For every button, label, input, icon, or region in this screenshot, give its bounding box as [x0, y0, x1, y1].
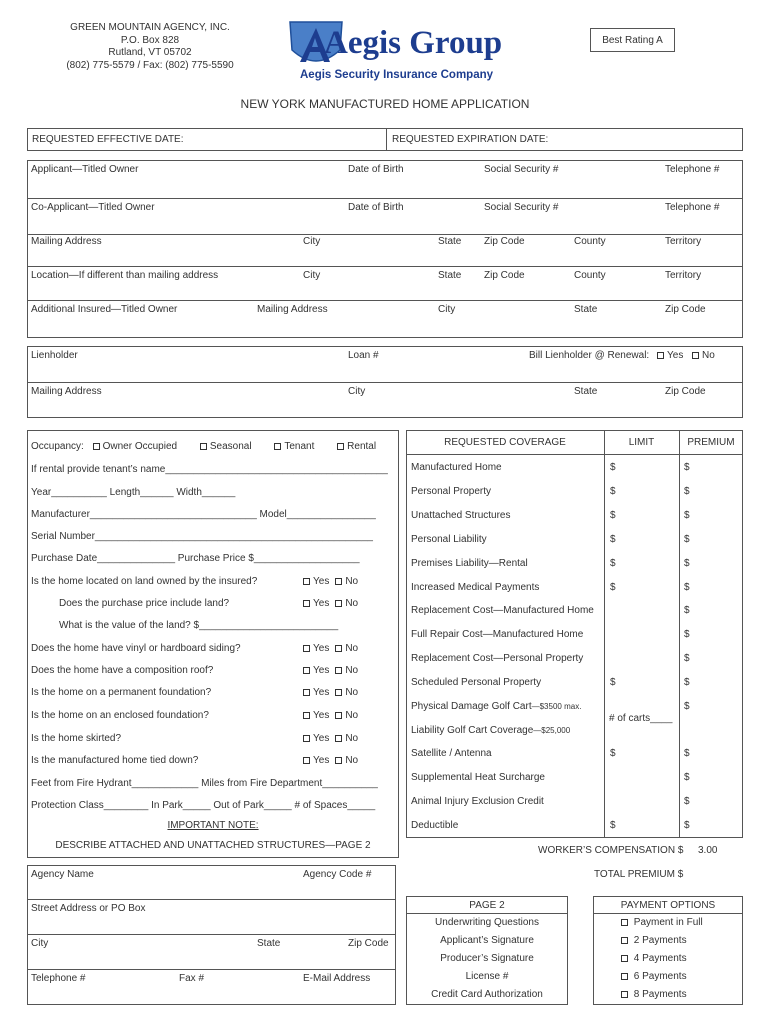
page2-item: Underwriting Questions: [435, 917, 539, 928]
agency-city: Rutland, VT 05702: [108, 47, 192, 58]
mailing-county-label: County: [574, 236, 606, 247]
mailing-state-label: State: [438, 236, 462, 247]
yes-no-vinyl-siding[interactable]: Yes No: [303, 643, 358, 655]
agency-name: GREEN MOUNTAIN AGENCY, INC.: [70, 22, 230, 33]
premium-dollar: $: [684, 677, 690, 688]
coverage-row: Manufactured Home: [411, 462, 502, 473]
agency-telephone-label: Telephone #: [31, 973, 86, 984]
coverage-row: Increased Medical Payments: [411, 582, 540, 593]
yes-no-tied-down[interactable]: Yes No: [303, 755, 358, 767]
applicant-dob-label: Date of Birth: [348, 164, 404, 175]
fire-hydrant-line: Feet from Fire Hydrant____________ Miles from Fire Department__________: [31, 778, 378, 789]
coverage-row: Scheduled Personal Property: [411, 677, 542, 688]
yes-no-price-include-land[interactable]: Yes No: [303, 598, 358, 610]
payment-option-8[interactable]: 8 Payments: [621, 989, 687, 1001]
coverage-row: Supplemental Heat Surcharge: [411, 772, 545, 783]
premium-dollar: $: [684, 486, 690, 497]
checkbox-icon: [692, 352, 699, 359]
coverage-row: Deductible: [411, 820, 459, 831]
location-county-label: County: [574, 270, 606, 281]
agency-state-label: State: [257, 938, 281, 949]
additional-state-label: State: [574, 304, 598, 315]
yes-no-composition-roof[interactable]: Yes No: [303, 665, 358, 677]
checkbox-icon: [335, 735, 342, 742]
premium-dollar: $: [684, 582, 690, 593]
bill-lienholder-yes[interactable]: Yes: [657, 350, 683, 362]
mailing-address-label: Mailing Address: [31, 236, 102, 247]
additional-insured-label: Additional Insured—Titled Owner: [31, 304, 178, 315]
aegis-logo: [286, 18, 503, 84]
location-label: Location—If different than mailing address: [31, 270, 219, 281]
expiration-date-label: REQUESTED EXPIRATION DATE:: [392, 134, 549, 145]
page2-title: PAGE 2: [469, 900, 505, 911]
question-price-include-land: Does the purchase price include land?: [59, 598, 230, 609]
bill-lienholder-no[interactable]: No: [692, 350, 715, 362]
checkbox-icon: [621, 991, 628, 998]
payment-option-full[interactable]: Payment in Full: [621, 917, 703, 929]
checkbox-icon: [200, 443, 207, 450]
coverage-header: REQUESTED COVERAGE: [444, 437, 566, 448]
limit-dollar: $: [610, 462, 616, 473]
logo-name: Aegis Group: [324, 25, 503, 61]
question-land-owned: Is the home located on land owned by the insured?: [31, 576, 258, 587]
yes-no-skirted[interactable]: Yes No: [303, 733, 358, 745]
agency-name-label: Agency Name: [31, 869, 94, 880]
limit-header: LIMIT: [628, 437, 655, 448]
checkbox-icon: [335, 757, 342, 764]
location-state-label: State: [438, 270, 462, 281]
coverage-row: Physical Damage Golf Cart—$3500 max.: [411, 701, 582, 712]
mailing-zip-label: Zip Code: [484, 236, 525, 247]
question-vinyl-siding: Does the home have vinyl or hardboard siding?: [31, 643, 241, 654]
checkbox-icon: [621, 919, 628, 926]
premium-dollar: $: [684, 558, 690, 569]
location-zip-label: Zip Code: [484, 270, 525, 281]
coverage-row: Replacement Cost—Manufactured Home: [411, 605, 594, 616]
additional-zip-label: Zip Code: [665, 304, 706, 315]
logo-subtitle: Aegis Security Insurance Company: [300, 69, 494, 81]
question-tied-down: Is the manufactured home tied down?: [31, 755, 199, 766]
occupancy-label: Occupancy:: [31, 441, 84, 452]
applicant-ssn-label: Social Security #: [484, 164, 559, 175]
question-composition-roof: Does the home have a composition roof?: [31, 665, 214, 676]
premium-dollar: $: [684, 748, 690, 759]
premium-dollar: $: [684, 629, 690, 640]
coverage-row: Animal Injury Exclusion Credit: [411, 796, 544, 807]
payment-options-title: PAYMENT OPTIONS: [620, 900, 716, 911]
checkbox-icon: [621, 973, 628, 980]
agency-po-box: P.O. Box 828: [120, 34, 180, 46]
agency-code-label: Agency Code #: [303, 869, 372, 880]
manufacturer-model-line: Manufacturer______________________________ Model________________: [31, 509, 376, 520]
workers-comp-label: WORKER’S COMPENSATION $: [538, 845, 684, 856]
checkbox-icon: [621, 955, 628, 962]
year-length-width-line: Year__________ Length______ Width______: [31, 487, 236, 498]
page2-item: Credit Card Authorization: [431, 989, 543, 1000]
premium-dollar: $: [684, 772, 690, 783]
payment-option-4[interactable]: 4 Payments: [621, 953, 687, 965]
loan-number-label: Loan #: [348, 350, 379, 361]
page2-item: Applicant’s Signature: [440, 935, 534, 946]
mailing-city-label: City: [303, 236, 321, 247]
occupancy-rental[interactable]: Rental: [337, 441, 376, 452]
question-land-value: What is the value of the land? $_________________________: [59, 620, 339, 631]
coapplicant-label: Co-Applicant—Titled Owner: [31, 202, 155, 213]
occupancy-seasonal[interactable]: Seasonal: [200, 441, 252, 452]
additional-city-label: City: [438, 304, 456, 315]
premium-dollar: $: [684, 796, 690, 807]
lien-state-label: State: [574, 386, 598, 397]
checkbox-icon: [303, 578, 310, 585]
checkbox-icon: [303, 735, 310, 742]
coverage-row: Personal Liability: [411, 534, 487, 545]
checkbox-icon: [303, 757, 310, 764]
lien-zip-label: Zip Code: [665, 386, 706, 397]
tenant-name-line: If rental provide tenant’s name________________________________________: [31, 464, 388, 475]
checkbox-icon: [335, 689, 342, 696]
checkbox-icon: [335, 667, 342, 674]
lienholder-label: Lienholder: [31, 350, 78, 361]
agency-zip-label: Zip Code: [348, 938, 389, 949]
yes-no-enclosed-foundation[interactable]: Yes No: [303, 710, 358, 722]
serial-number-line: Serial Number__________________________________________________: [31, 531, 373, 542]
coverage-row: Satellite / Antenna: [411, 748, 492, 759]
mailing-territory-label: Territory: [665, 236, 702, 247]
checkbox-icon: [93, 443, 100, 450]
workers-comp-amount: 3.00: [698, 845, 718, 856]
limit-dollar: $: [610, 486, 616, 497]
coapplicant-ssn-label: Social Security #: [484, 202, 559, 213]
important-note: IMPORTANT NOTE:: [167, 820, 259, 831]
agency-fax-label: Fax #: [179, 973, 205, 984]
agency-email-label: E-Mail Address: [303, 973, 371, 984]
agency-city-label: City: [31, 938, 49, 949]
total-premium-label: TOTAL PREMIUM $: [594, 869, 684, 880]
checkbox-icon: [303, 689, 310, 696]
lien-city-label: City: [348, 386, 366, 397]
rating-text: Best Rating A: [602, 35, 663, 46]
premium-dollar: $: [684, 510, 690, 521]
agency-phone: (802) 775-5579 / Fax: (802) 775-5590: [66, 59, 234, 71]
payment-option-2[interactable]: 2 Payments: [621, 935, 687, 947]
protection-class-line: Protection Class________ In Park_____ Out of Park_____ # of Spaces_____: [31, 800, 376, 811]
agency-street-label: Street Address or PO Box: [31, 903, 146, 914]
describe-structures-note: DESCRIBE ATTACHED AND UNATTACHED STRUCTURES—PAGE 2: [55, 840, 371, 851]
checkbox-icon: [621, 937, 628, 944]
location-city-label: City: [303, 270, 321, 281]
checkbox-icon: [335, 578, 342, 585]
coverage-row: Premises Liability—Rental: [411, 558, 528, 569]
checkbox-icon: [657, 352, 664, 359]
premium-dollar: $: [684, 653, 690, 664]
coverage-row: Replacement Cost—Personal Property: [411, 653, 584, 664]
coverage-row: Unattached Structures: [411, 510, 511, 521]
effective-date-label: REQUESTED EFFECTIVE DATE:: [32, 134, 184, 145]
occupancy-owner[interactable]: Owner Occupied: [93, 441, 177, 452]
lien-mailing-label: Mailing Address: [31, 386, 102, 397]
checkbox-icon: [335, 645, 342, 652]
question-permanent-foundation: Is the home on a permanent foundation?: [31, 687, 212, 698]
location-territory-label: Territory: [665, 270, 702, 281]
applicant-phone-label: Telephone #: [665, 164, 720, 175]
checkbox-icon: [274, 443, 281, 450]
applicant-label: Applicant—Titled Owner: [31, 164, 139, 175]
coapplicant-phone-label: Telephone #: [665, 202, 720, 213]
premium-dollar: $: [684, 605, 690, 616]
checkbox-icon: [335, 600, 342, 607]
checkbox-icon: [303, 667, 310, 674]
yes-no-permanent-foundation[interactable]: Yes No: [303, 687, 358, 699]
limit-dollar: $: [610, 677, 616, 688]
coapplicant-dob-label: Date of Birth: [348, 202, 404, 213]
purchase-line: Purchase Date______________ Purchase Price $___________________: [31, 553, 360, 564]
page2-item: License #: [465, 971, 509, 982]
premium-dollar: $: [684, 534, 690, 545]
page2-item: Producer’s Signature: [440, 953, 534, 964]
limit-dollar: $: [610, 558, 616, 569]
checkbox-icon: [303, 712, 310, 719]
limit-dollar: $: [610, 510, 616, 521]
coverage-row: Personal Property: [411, 486, 492, 497]
yes-no-land-owned[interactable]: Yes No: [303, 576, 358, 588]
checkbox-icon: [337, 443, 344, 450]
coverage-row: Full Repair Cost—Manufactured Home: [411, 629, 584, 640]
limit-dollar: $: [610, 534, 616, 545]
premium-header: PREMIUM: [687, 437, 735, 448]
premium-dollar: $: [684, 820, 690, 831]
limit-dollar: $: [610, 820, 616, 831]
limit-dollar: $: [610, 748, 616, 759]
occupancy-tenant[interactable]: Tenant: [274, 441, 314, 452]
limit-dollar: $: [610, 582, 616, 593]
premium-dollar: $: [684, 701, 690, 712]
golf-cart-count: # of carts____: [609, 713, 673, 724]
agency-address: [50, 22, 250, 72]
payment-option-6[interactable]: 6 Payments: [621, 971, 687, 983]
question-skirted: Is the home skirted?: [31, 733, 122, 744]
occupancy-row: [31, 441, 376, 453]
checkbox-icon: [303, 645, 310, 652]
coverage-row: Liability Golf Cart Coverage—$25,000: [411, 725, 571, 736]
rating-box: [590, 28, 675, 52]
form-title: NEW YORK MANUFACTURED HOME APPLICATION: [240, 97, 530, 111]
premium-dollar: $: [684, 462, 690, 473]
question-enclosed-foundation: Is the home on an enclosed foundation?: [31, 710, 209, 721]
checkbox-icon: [303, 600, 310, 607]
checkbox-icon: [335, 712, 342, 719]
additional-mailing-label: Mailing Address: [257, 304, 328, 315]
bill-lienholder-label: Bill Lienholder @ Renewal:: [529, 350, 650, 361]
